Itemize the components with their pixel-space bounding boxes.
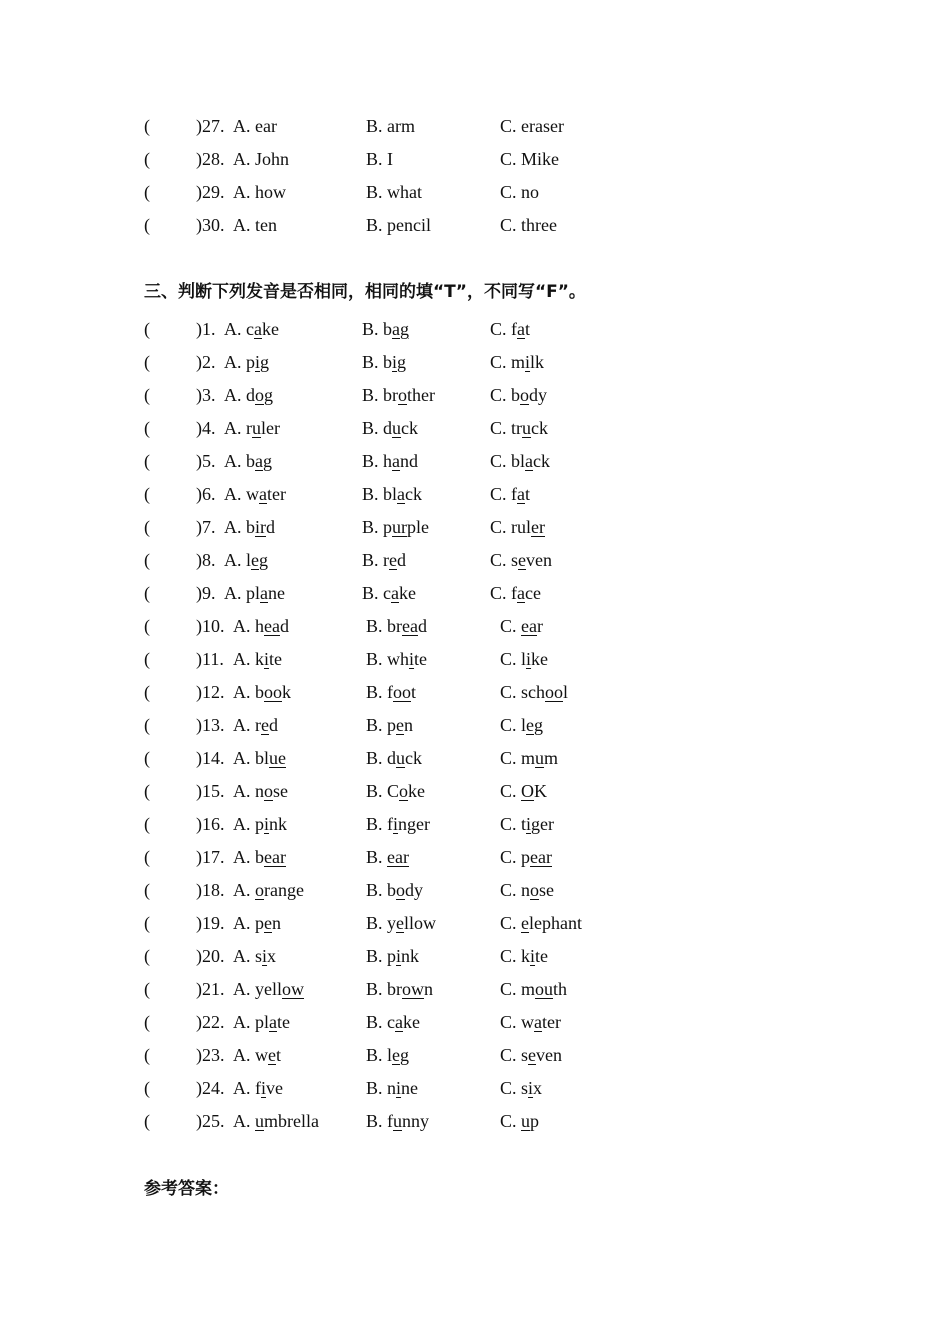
answer-paren: ( [144, 1111, 150, 1131]
question-number: )5. [196, 451, 216, 471]
answer-paren: ( [144, 352, 150, 372]
option-a: A. bird [224, 517, 275, 537]
option-b: B. pink [366, 946, 420, 966]
option-b: B. body [366, 880, 424, 900]
option-c: C. nose [500, 880, 555, 900]
option-c: C. no [500, 182, 540, 202]
question-number: )27. [196, 116, 225, 136]
answer-paren: ( [144, 748, 150, 768]
option-b: B. bread [366, 616, 427, 636]
answer-paren: ( [144, 116, 150, 136]
answer-paren: ( [144, 781, 150, 801]
option-a: A. water [224, 484, 286, 504]
question-number: )25. [196, 1111, 225, 1131]
option-c: C. body [490, 385, 548, 405]
option-c: C. milk [490, 352, 545, 372]
option-a: A. bear [233, 847, 286, 867]
option-b: B. finger [366, 814, 430, 834]
answer-paren: ( [144, 814, 150, 834]
option-a: A. nose [233, 781, 288, 801]
answer-paren: ( [144, 1012, 150, 1032]
option-a: A. pig [224, 352, 270, 372]
option-a: A. six [233, 946, 277, 966]
answer-paren: ( [144, 946, 150, 966]
answer-paren: ( [144, 550, 150, 570]
question-number: )2. [196, 352, 216, 372]
answer-paren: ( [144, 1078, 150, 1098]
option-c: C. kite [500, 946, 549, 966]
option-a: A. how [233, 182, 286, 202]
question-number: )3. [196, 385, 216, 405]
question-number: )20. [196, 946, 225, 966]
option-a: A. ruler [224, 418, 280, 438]
option-b: B. white [366, 649, 428, 669]
option-c: C. elephant [500, 913, 582, 933]
answer-paren: ( [144, 418, 150, 438]
question-number: )30. [196, 215, 225, 235]
option-b: B. ear [366, 847, 409, 867]
question-number: )21. [196, 979, 225, 999]
option-c: C. ruler [490, 517, 545, 537]
option-a: A. cake [224, 319, 279, 339]
option-a: A. bag [224, 451, 272, 471]
option-c: C. six [500, 1078, 543, 1098]
option-c: C. Mike [500, 149, 560, 169]
answer-paren: ( [144, 215, 150, 235]
question-number: )18. [196, 880, 225, 900]
answer-paren: ( [144, 847, 150, 867]
question-number: )23. [196, 1045, 225, 1065]
option-a: A. yellow [233, 979, 304, 999]
option-c: C. three [500, 215, 557, 235]
answer-paren: ( [144, 616, 150, 636]
answer-paren: ( [144, 979, 150, 999]
answer-paren: ( [144, 484, 150, 504]
option-a: A. pink [233, 814, 288, 834]
option-b: B. big [362, 352, 407, 372]
option-b: B. yellow [366, 913, 437, 933]
option-b: B. funny [366, 1111, 429, 1131]
option-c: C. fat [490, 484, 531, 504]
answer-paren: ( [144, 182, 150, 202]
option-b: B. bag [362, 319, 410, 339]
answer-paren: ( [144, 682, 150, 702]
option-b: B. nine [366, 1078, 419, 1098]
option-c: C. mum [500, 748, 559, 768]
option-c: C. up [500, 1111, 540, 1131]
question-number: )9. [196, 583, 216, 603]
option-a: A. kite [233, 649, 283, 669]
question-number: )22. [196, 1012, 225, 1032]
option-b: B. purple [362, 517, 430, 537]
option-a: A. pen [233, 913, 281, 933]
question-number: )10. [196, 616, 225, 636]
option-a: A. leg [224, 550, 268, 570]
option-b: B. brother [362, 385, 435, 405]
answer-paren: ( [144, 149, 150, 169]
option-a: A. wet [233, 1045, 282, 1065]
option-c: C. tiger [500, 814, 555, 834]
option-b: B. cake [366, 1012, 420, 1032]
option-c: C. face [490, 583, 541, 603]
question-number: )16. [196, 814, 225, 834]
option-b: B. arm [366, 116, 415, 136]
section-3-heading: 三、判断下列发音是否相同，相同的填“T”，不同写“F”。 [144, 282, 586, 302]
question-number: )15. [196, 781, 225, 801]
option-c: C. ear [500, 616, 543, 636]
answer-paren: ( [144, 1045, 150, 1065]
question-number: )13. [196, 715, 225, 735]
question-number: )8. [196, 550, 216, 570]
question-number: )28. [196, 149, 225, 169]
option-c: C. like [500, 649, 549, 669]
option-a: A. five [233, 1078, 284, 1098]
option-b: B. I [366, 149, 393, 169]
question-number: )4. [196, 418, 216, 438]
option-c: C. school [500, 682, 569, 702]
answer-paren: ( [144, 913, 150, 933]
option-c: C. fat [490, 319, 531, 339]
question-number: )12. [196, 682, 225, 702]
answer-paren: ( [144, 319, 150, 339]
question-number: )7. [196, 517, 216, 537]
option-c: C. seven [500, 1045, 563, 1065]
answer-paren: ( [144, 715, 150, 735]
option-a: A. ten [233, 215, 277, 235]
option-b: B. black [362, 484, 423, 504]
option-b: B. what [366, 182, 422, 202]
question-number: )24. [196, 1078, 225, 1098]
option-b: B. duck [366, 748, 423, 768]
option-b: B. Coke [366, 781, 426, 801]
question-number: )6. [196, 484, 216, 504]
option-c: C. OK [500, 781, 548, 801]
option-a: A. dog [224, 385, 273, 405]
option-b: B. pen [366, 715, 414, 735]
option-b: B. foot [366, 682, 417, 702]
question-number: )29. [196, 182, 225, 202]
answer-paren: ( [144, 385, 150, 405]
option-b: B. cake [362, 583, 416, 603]
option-b: B. red [362, 550, 406, 570]
option-b: B. duck [362, 418, 419, 438]
option-c: C. truck [490, 418, 549, 438]
option-a: A. John [233, 149, 290, 169]
option-a: A. ear [233, 116, 277, 136]
answer-paren: ( [144, 451, 150, 471]
option-c: C. black [490, 451, 551, 471]
option-c: C. pear [500, 847, 552, 867]
question-number: )17. [196, 847, 225, 867]
question-number: )11. [196, 649, 224, 669]
option-c: C. leg [500, 715, 544, 735]
option-a: A. book [233, 682, 291, 702]
option-a: A. plate [233, 1012, 290, 1032]
answer-paren: ( [144, 649, 150, 669]
option-a: A. red [233, 715, 278, 735]
question-number: )1. [196, 319, 216, 339]
option-b: B. pencil [366, 215, 431, 235]
question-number: )19. [196, 913, 225, 933]
option-b: B. brown [366, 979, 433, 999]
answer-paren: ( [144, 583, 150, 603]
option-a: A. plane [224, 583, 285, 603]
option-b: B. hand [362, 451, 419, 471]
question-number: )14. [196, 748, 225, 768]
answer-paren: ( [144, 517, 150, 537]
option-c: C. seven [490, 550, 553, 570]
option-c: C. eraser [500, 116, 564, 136]
option-b: B. leg [366, 1045, 410, 1065]
option-c: C. mouth [500, 979, 568, 999]
option-a: A. umbrella [233, 1111, 319, 1131]
option-a: A. blue [233, 748, 286, 768]
option-a: A. head [233, 616, 289, 636]
answer-paren: ( [144, 880, 150, 900]
answers-heading: 参考答案： [144, 1179, 229, 1199]
option-c: C. water [500, 1012, 561, 1032]
option-a: A. orange [233, 880, 304, 900]
